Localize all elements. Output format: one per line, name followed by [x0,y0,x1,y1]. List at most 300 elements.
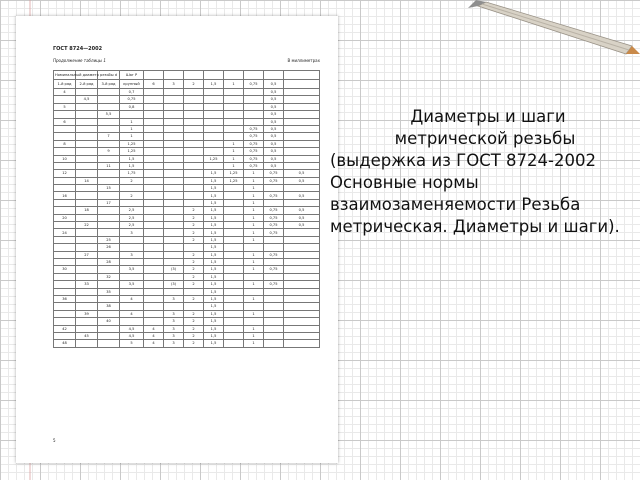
table-cell: 0,5 [264,103,284,110]
table-cell [76,295,98,302]
table-cell [76,229,98,236]
table-cell: 0,5 [284,177,320,184]
table-cell: 3,5 [120,281,144,288]
table-cell [76,155,98,162]
table-cell [120,258,144,265]
table-row [54,303,320,310]
table-cell [164,236,184,243]
table-cell [120,236,144,243]
table-cell [54,162,76,169]
table-cell: 1 [244,332,264,339]
table-cell: 14 [76,177,98,184]
table-cell [164,229,184,236]
table-cell [224,332,244,339]
table-cell: 35 [98,288,120,295]
table-cell: 2 [184,229,204,236]
table-header-row [54,71,320,80]
table-cell [184,148,204,155]
table-cell [284,111,320,118]
table-cell [284,258,320,265]
table-cell: 1,5 [204,340,224,347]
table-cell: 24 [54,229,76,236]
table-cell [224,118,244,125]
table-cell [284,118,320,125]
table-cell: 1 [244,258,264,265]
table-header-cell [244,71,264,80]
table-cell [98,103,120,110]
table-cell [184,288,204,295]
table-cell: 4 [54,89,76,96]
table-cell: 1 [244,325,264,332]
table-cell: 1,5 [204,170,224,177]
table-cell [184,89,204,96]
table-cell [144,125,164,132]
table-cell [76,303,98,310]
table-cell: 0,75 [244,140,264,147]
table-cell [184,170,204,177]
table-header-cell: Шаг Р [120,71,144,80]
table-cell [184,111,204,118]
table-header-cell: 1 [224,80,244,89]
table-header-cell: 3 [164,80,184,89]
table-cell [224,318,244,325]
table-cell: 1,5 [204,207,224,214]
table-cell [54,125,76,132]
table-cell [284,236,320,243]
table-cell [98,177,120,184]
table-cell: 1,5 [204,214,224,221]
table-cell [144,295,164,302]
table-cell [204,133,224,140]
table-cell [98,192,120,199]
table-cell [184,303,204,310]
table-cell: 2 [184,236,204,243]
table-cell: 0,5 [264,162,284,169]
table-cell: 3,5 [120,266,144,273]
table-cell [76,273,98,280]
table-row [54,103,320,110]
table-cell: 0,5 [264,89,284,96]
table-cell: 1 [244,177,264,184]
table-row [54,148,320,155]
table-cell [54,251,76,258]
table-cell [224,251,244,258]
table-cell [284,288,320,295]
table-cell [284,96,320,103]
table-cell: 0,75 [120,96,144,103]
table-row [54,185,320,192]
table-cell: 0,5 [284,214,320,221]
table-cell [54,273,76,280]
table-cell [144,288,164,295]
table-cell [284,310,320,317]
table-cell [120,303,144,310]
table-cell [76,199,98,206]
table-cell [144,111,164,118]
table-cell: 36 [54,295,76,302]
table-cell [164,288,184,295]
table-cell: 12 [54,170,76,177]
table-cell [284,325,320,332]
table-cell: 3 [120,251,144,258]
table-row [54,229,320,236]
document-header: ГОСТ 8724—2002 [53,46,103,52]
table-cell: 48 [54,340,76,347]
table-cell [120,111,144,118]
table-cell [98,332,120,339]
table-cell [164,214,184,221]
table-cell: 9 [98,148,120,155]
table-cell: 26 [98,244,120,251]
table-cell [120,273,144,280]
table-cell [184,192,204,199]
table-cell: 1 [244,266,264,273]
table-row [54,96,320,103]
table-cell [76,214,98,221]
table-cell [184,140,204,147]
table-cell [120,185,144,192]
table-row [54,244,320,251]
table-cell [244,273,264,280]
table-cell: 1,25 [120,148,144,155]
table-row [54,251,320,258]
table-row [54,111,320,118]
table-cell [164,273,184,280]
table-cell [184,162,204,169]
table-cell [76,140,98,147]
table-cell [224,303,244,310]
table-cell [184,155,204,162]
table-cell [144,140,164,147]
table-cell [54,303,76,310]
table-cell [144,185,164,192]
table-cell: 1 [244,192,264,199]
table-row [54,207,320,214]
table-cell [224,229,244,236]
table-row [54,89,320,96]
table-cell: 4 [120,310,144,317]
table-cell: 0,75 [264,251,284,258]
table-cell: 2 [184,251,204,258]
table-cell [224,207,244,214]
table-cell [224,214,244,221]
table-header-cell: Номинальный диаметр резьбы d [54,71,76,80]
table-row [54,133,320,140]
table-cell [204,148,224,155]
table-cell: 1,5 [204,325,224,332]
table-cell: 1 [224,140,244,147]
table-cell: 8 [54,140,76,147]
table-cell [264,244,284,251]
table-cell [204,162,224,169]
table-header-cell [224,71,244,80]
table-cell: 11 [98,162,120,169]
table-cell [264,318,284,325]
table-cell: 0,8 [120,103,144,110]
table-cell [144,281,164,288]
table-cell [244,318,264,325]
table-cell [54,222,76,229]
table-cell: 2 [184,258,204,265]
table-cell: 1 [244,236,264,243]
table-cell: 3 [164,318,184,325]
table-cell [224,125,244,132]
table-cell [98,251,120,258]
table-cell [144,303,164,310]
table-cell [284,155,320,162]
table-cell [98,125,120,132]
table-cell [224,96,244,103]
table-header-cell [144,71,164,80]
units-label: В миллиметрах [287,58,320,63]
table-cell: 25 [98,236,120,243]
table-cell [284,133,320,140]
table-cell: 0,75 [264,177,284,184]
table-cell [224,295,244,302]
table-cell: 16 [54,192,76,199]
table-cell: 1,5 [204,288,224,295]
table-cell: 0,5 [264,118,284,125]
table-cell [284,303,320,310]
table-cell [284,251,320,258]
table-cell: 32 [98,273,120,280]
table-cell [54,310,76,317]
table-header-cell [204,71,224,80]
table-cell [164,303,184,310]
table-cell [54,288,76,295]
table-cell: 0,5 [284,170,320,177]
table-cell [164,148,184,155]
table-header [54,71,320,89]
table-cell [164,133,184,140]
table-cell [144,103,164,110]
table-cell [54,177,76,184]
table-cell: 1 [244,340,264,347]
table-cell: 0,75 [244,162,264,169]
table-cell [76,258,98,265]
table-cell: 0,5 [264,148,284,155]
table-cell [264,325,284,332]
table-cell [120,288,144,295]
table-cell [144,155,164,162]
table-cell: 4 [144,332,164,339]
table-cell [54,318,76,325]
table-cell [120,318,144,325]
table-body [54,89,320,348]
table-cell [98,295,120,302]
table-cell [76,133,98,140]
caption-line-2: метрической резьбы [394,129,576,148]
table-cell [98,170,120,177]
table-cell [98,310,120,317]
table-cell [120,199,144,206]
table-cell: 22 [76,222,98,229]
table-row [54,118,320,125]
table-cell: 42 [54,325,76,332]
table-cell: 0,5 [284,192,320,199]
table-cell [54,148,76,155]
table-cell: 1,5 [120,155,144,162]
table-cell [164,185,184,192]
table-cell [244,244,264,251]
table-row [54,281,320,288]
table-cell: 17 [98,199,120,206]
table-cell: 2 [184,310,204,317]
table-cell: 0,7 [120,89,144,96]
table-cell [76,266,98,273]
table-cell: 0,5 [264,111,284,118]
table-cell [144,310,164,317]
table-cell [204,111,224,118]
table-cell [76,103,98,110]
table-cell: 2,5 [120,207,144,214]
table-cell [164,155,184,162]
table-cell: 2 [184,222,204,229]
pencil-icon [450,0,640,56]
table-cell [76,236,98,243]
table-cell: 1,5 [204,310,224,317]
table-cell: 33 [76,281,98,288]
table-cell: 1,5 [204,177,224,184]
table-cell [144,318,164,325]
table-cell [54,111,76,118]
table-cell: 1,5 [204,303,224,310]
table-cell [76,170,98,177]
table-cell [164,244,184,251]
table-cell: 2,5 [120,222,144,229]
table-cell [204,118,224,125]
table-cell: 0,75 [244,133,264,140]
page-number: 5 [53,438,56,443]
table-cell [164,103,184,110]
table-cell: 4,5 [120,332,144,339]
table-cell [76,340,98,347]
table-cell [98,222,120,229]
table-cell: 5 [120,340,144,347]
table-cell: 15 [98,185,120,192]
table-cell: 1,5 [204,244,224,251]
table-cell: 1,5 [204,332,224,339]
table-cell: (3) [164,266,184,273]
table-cell [164,199,184,206]
table-header-cell [284,80,320,89]
table-cell [204,125,224,132]
table-cell [224,258,244,265]
table-row [54,258,320,265]
table-cell [144,89,164,96]
table-cell: 4,5 [120,325,144,332]
table-cell [284,199,320,206]
table-cell [284,103,320,110]
table-cell [144,199,164,206]
table-cell [164,162,184,169]
appendix-label: Продолжение таблицы 1 [53,58,106,63]
table-cell: 1 [224,162,244,169]
table-cell: 1,25 [120,140,144,147]
table-row [54,325,320,332]
table-row [54,332,320,339]
table-cell [224,111,244,118]
table-cell: 7 [98,133,120,140]
table-cell: 3 [164,310,184,317]
table-cell: 1 [244,295,264,302]
table-cell [204,96,224,103]
table-cell [244,96,264,103]
table-cell: 18 [76,207,98,214]
table-cell [284,281,320,288]
table-cell: 30 [54,266,76,273]
table-cell: 1 [224,155,244,162]
table-cell [264,295,284,302]
table-cell [98,266,120,273]
table-cell [54,207,76,214]
table-row [54,266,320,273]
table-cell: 0,75 [264,229,284,236]
table-cell: 1,25 [224,177,244,184]
table-cell [164,96,184,103]
table-cell [144,148,164,155]
table-cell: 2 [184,273,204,280]
table-cell [144,177,164,184]
table-row [54,199,320,206]
table-cell [54,281,76,288]
table-row [54,192,320,199]
caption-body: (выдержка из ГОСТ 8724-2002 Основные нормы взаимозаменяемости Резьба метрическая. Диаметры и шаги). [330,151,620,236]
table-cell [224,244,244,251]
table-cell: 1,25 [204,155,224,162]
table-cell [164,118,184,125]
table-cell [264,258,284,265]
table-cell: 38 [98,303,120,310]
table-cell: 3 [164,332,184,339]
table-cell [224,89,244,96]
table-cell [284,185,320,192]
table-cell: 1 [120,118,144,125]
table-cell: 4 [120,295,144,302]
table-cell: 2 [184,214,204,221]
table-header-cell: крупный [120,80,144,89]
table-cell [284,229,320,236]
table-cell: 1 [244,251,264,258]
table-cell: 3 [164,295,184,302]
table-cell [184,177,204,184]
table-cell: 1,5 [204,266,224,273]
table-cell: 1,5 [204,236,224,243]
table-cell: 1 [244,229,264,236]
table-cell [284,295,320,302]
table-cell [224,325,244,332]
table-cell [264,199,284,206]
table-cell: 6 [54,118,76,125]
table-cell [98,155,120,162]
table-cell: 4 [144,340,164,347]
table-cell [244,111,264,118]
table-row [54,295,320,302]
table-cell: 0,75 [264,170,284,177]
table-row [54,177,320,184]
table-cell: 0,5 [264,125,284,132]
table-cell: 0,75 [244,155,264,162]
table-cell [76,325,98,332]
table-cell [204,140,224,147]
table-cell [284,140,320,147]
table-cell [184,96,204,103]
table-cell: 4 [144,325,164,332]
table-cell: 0,5 [264,96,284,103]
table-cell [224,310,244,317]
table-cell [98,96,120,103]
table-cell: 0,75 [264,192,284,199]
